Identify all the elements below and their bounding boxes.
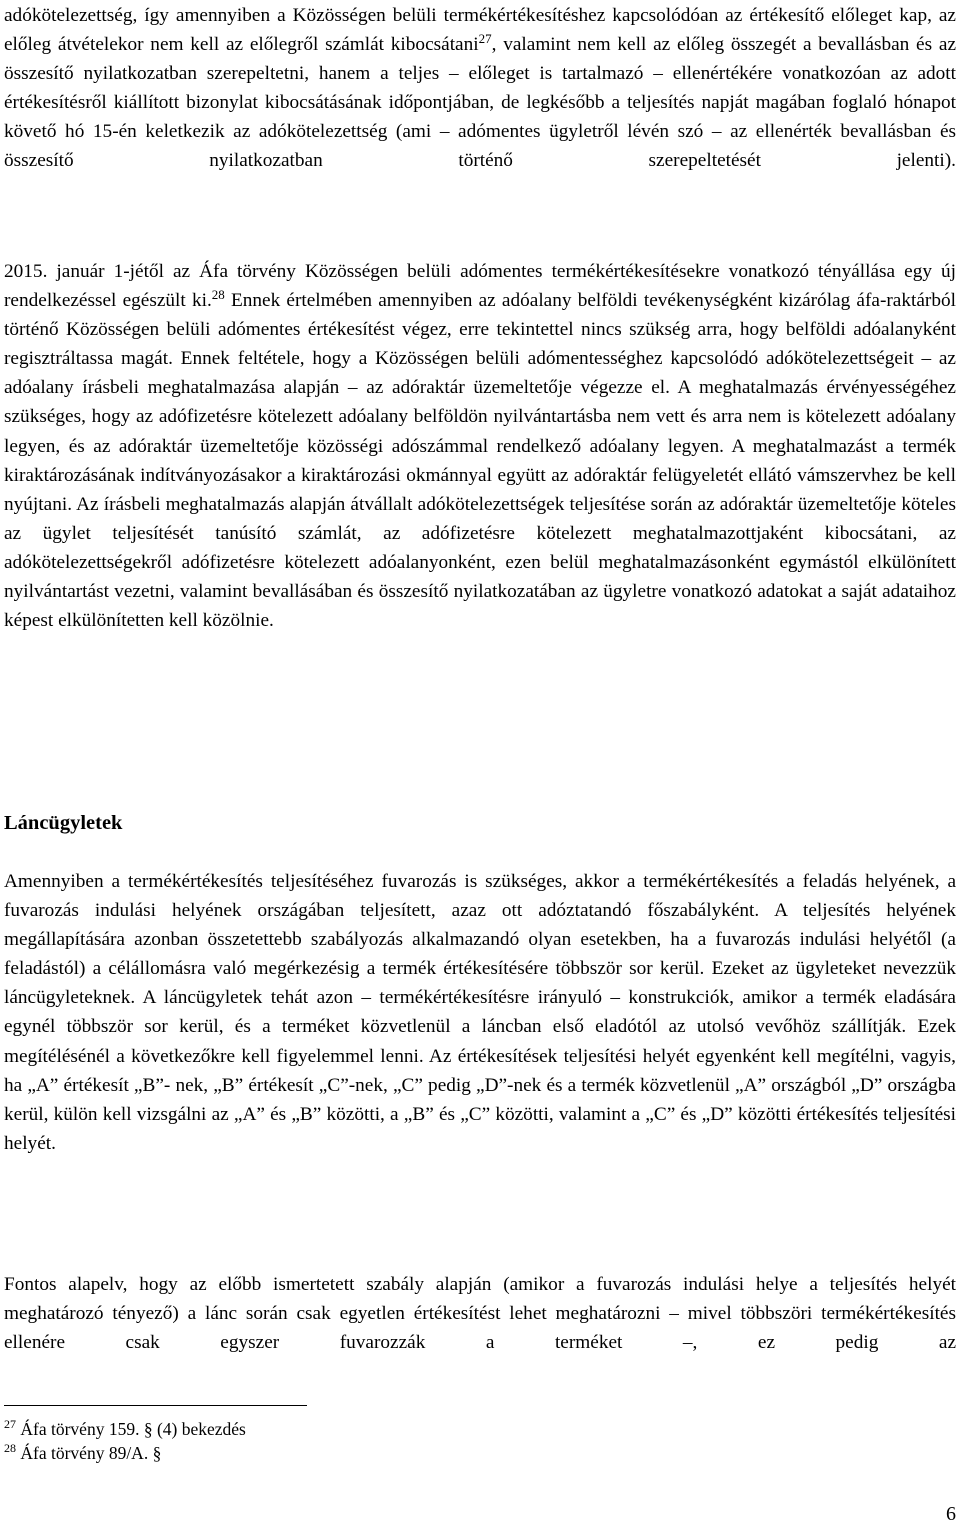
footnote-28 bbox=[4, 1441, 161, 1465]
page-number: 6 bbox=[946, 1503, 956, 1525]
document-page bbox=[4, 0, 956, 1537]
paragraph-text: , valamint nem kell az előleg összegét a bevallásban és az összesítő nyilatkozatban szerepeltetni, hanem a teljes – előleget is tartalmazó – ellenértékére vonatkozóan az adott értékesítésről kiállított bizonylat kibocsátásának időpontjában, de legkésőbb a teljesítés napját magában foglaló hónapot követő hó 15-én keletkezik az adókötelezettség (ami – adómentes ügyletről lévén szó – az ellenérték bevallásban és összesítő nyilatkozatban történő szerepeltetését jelenti). bbox=[4, 34, 957, 172]
paragraph-vat-warehouse bbox=[4, 257, 956, 635]
footnote-reference-27[interactable]: 27 bbox=[478, 31, 492, 47]
paragraph-chain-transactions-intro: Amennyiben a termékértékesítés teljesítéséhez fuvarozás is szükséges, akkor a termékértékesítés a feladás helyének, a fuvarozás indulási helyének országában teljesített, azaz ott adóztatandó főszabályként. A teljesítés helyének megállapítására azonban összetettebb szabályozás alkalmazandó olyan esetekben, ha a fuvarozás indulási helyétől (a feladástól) a célállomásra való megérkezésig a termék értékesítésére többször sor kerül. Ezeket az ügyleteket nevezzük láncügyleteknek. A láncügyletek tehát azon – termékértékesítésre irányuló – konstrukciók, amikor a termék eladására egynél többször sor kerül, és a terméket közvetlenül a láncban első eladótól az utolsó vevőhöz szállítják. Ezek megítélésénél a következőkre kell figyelemmel lenni. Az értékesítések teljesítési helyét egyenként kell megítélni, vagyis, ha „A” értékesít „B”- nek, „B” értékesít „C”-nek, „C” pedig „D”-nek és a termék közvetlenül „A” országból „D” országba kerül, külön kell vizsgálni az „A” és „B” közötti, a „B” és „C” közötti, valamint a „C” és „D” közötti értékesítés teljesítési helyét. bbox=[4, 871, 956, 1154]
footnote-number: 28 bbox=[4, 1441, 16, 1455]
footnote-text: Áfa törvény 89/A. § bbox=[20, 1443, 162, 1463]
section-heading-chain-transactions: Láncügyletek bbox=[4, 812, 123, 834]
footnote-reference-28[interactable]: 28 bbox=[211, 287, 225, 303]
paragraph-vat-advance-payment bbox=[4, 1, 956, 176]
footnote-separator bbox=[4, 1405, 307, 1406]
paragraph-chain-transactions-principle: Fontos alapelv, hogy az előbb ismertetett szabály alapján (amikor a fuvarozás indulási helye a teljesítés helyét meghatározó tényező) a lánc során csak egyetlen értékesítést lehet meghatározni – mivel többszöri termékértékesítés ellenére csak egyszer fuvarozzák a terméket –, ez pedig az bbox=[4, 1274, 956, 1354]
footnote-27 bbox=[4, 1417, 246, 1441]
paragraph-text: Ennek értelmében amennyiben az adóalany belföldi tevékenységként kizárólag áfa-raktárból történő Közösségen belüli adómentes értékesítést végez, erre tekintettel nincs szükség arra, hogy belföldi adóalanyként regisztráltassa magát. Ennek feltétele, hogy a Közösségen belüli adómentességhez kapcsolódó adókötelezettségeit – az adóalany írásbeli meghatalmazása alapján – az adóraktár üzemeltetője végezze el. A meghatalmazás érvényességéhez szükséges, hogy az adófizetésre kötelezett adóalany belföldön nyilvántartásba nem vett és arra nem is kötelezett adóalany legyen, és az adóraktár üzemeltetője közösségi adószámmal rendelkező adóalany legyen. A meghatalmazást a termék kiraktározásának indítványozásakor a kiraktározási okmánnyal együtt az adóraktár felügyeletét ellátó vámszervhez be kell nyújtani. Az írásbeli meghatalmazás alapján átvállalt adókötelezettségek teljesítése során az adóraktár üzemeltetője köteles az ügylet teljesítését tanúsító számlát, az adófizetésre kötelezett meghatalmazottjaként kibocsátani, az adókötelezettségekről adófizetésre kötelezett adóalanyonként, ezen belül meghatalmazásonként egymástól elkülönített nyilvántartást vezetni, valamint bevallásában és összesítő nyilatkozatában az ügyletre vonatkozó adatokat a saját adataihoz képest elkülönítetten kell közölnie. bbox=[4, 290, 956, 632]
paragraph-text: 2015. január 1-jétől az Áfa törvény Közösségen belüli adómentes termékértékesítésekre vonatkozó tényállása egy új rendelkezéssel egészült ki. bbox=[4, 261, 956, 312]
footnote-text: Áfa törvény 159. § (4) bekezdés bbox=[20, 1419, 246, 1439]
paragraph-text: adókötelezettség, így amennyiben a Közösségen belüli termékértékesítéshez kapcsolódóan az értékesítő előleget kap, az előleg átvételekor nem kell az előlegről számlát kibocsátani bbox=[4, 5, 956, 56]
footnote-number: 27 bbox=[4, 1417, 16, 1431]
